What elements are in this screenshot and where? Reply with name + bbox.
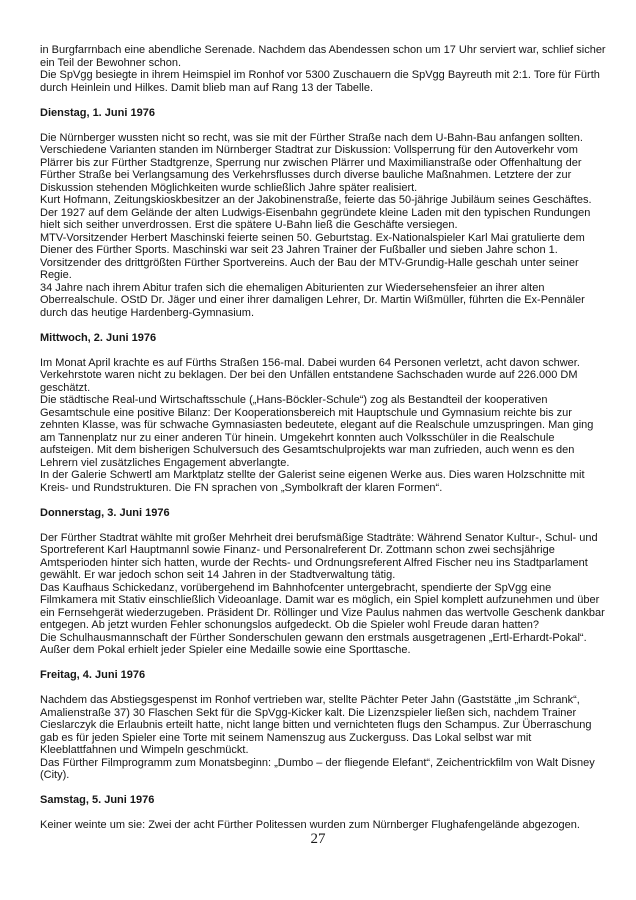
paragraph: Das Fürther Filmprogramm zum Monatsbeginn: „Dumbo – der fliegende Elefant“, Zeichentrickfilm von Walt Disney (City). <box>40 756 595 781</box>
paragraph: MTV-Vorsitzender Herbert Maschinski feierte seinen 50. Geburtstag. Ex-Nationalspieler Karl Mai gratulierte dem Diener des Fürther Sports. Maschinski war seit 23 Jahren Trainer der Fußballer und sieben Jahre schon 1. Vorsitzender des drittgrößten Fürther Sportvereins. Auch der Bau der MTV-Grundig-Halle geschah unter seiner Regie. <box>40 231 585 281</box>
paragraph: Im Monat April krachte es auf Fürths Straßen 156-mal. Dabei wurden 64 Personen verletzt, acht davon schwer. Verkehrstote waren nicht zu beklagen. Der bei den Unfällen entstandene Sachschaden wurde auf 226.000 DM geschätzt. <box>40 356 580 394</box>
page-body-text <box>40 44 606 832</box>
section-heading: Samstag, 5. Juni 1976 <box>40 794 155 806</box>
section-heading: Dienstag, 1. Juni 1976 <box>40 106 155 119</box>
paragraph: Keiner weinte um sie: Zwei der acht Fürther Politessen wurden zum Nürnberger Flughafengelände abgezogen. <box>40 819 580 831</box>
paragraph: Die Nürnberger wussten nicht so recht, was sie mit der Fürther Straße nach dem U-Bahn-Bau anfangen sollten. Verschiedene Varianten standen im Nürnberger Stadtrat zur Diskussion: Vollsperrung für den Autoverkehr vom Plärrer bis zur Fürther Stadtgrenze, Sperrung nur zwischen Plärrer und Maximilianstraße oder Offenhaltung der Fürther Straße bei Verlangsamung des Verkehrsflusses durch diverse bauliche Maßnahmen. Letztere der zur Diskussion stehenden Möglichkeiten wurde schließlich Jahre später realisiert. <box>40 131 583 194</box>
paragraph: Der Fürther Stadtrat wählte mit großer Mehrheit drei berufsmäßige Stadträte: Während Senator Kultur-, Schul- und Sportreferent Karl Hauptmannl sowie Finanz- und Personalreferent Dr. Zottmann schon zwei sechsjährige Amtsperioden hinter sich hatten, wurde der Rechts- und Ordnungsreferent Alfred Fischer neu ins Stadtparlament gewählt. Er war jedoch schon seit 14 Jahren in der Stadtverwaltung tätig. <box>40 531 598 581</box>
section-heading: Freitag, 4. Juni 1976 <box>40 669 146 681</box>
paragraph: Kurt Hofmann, Zeitungskioskbesitzer an der Jakobinenstraße, feierte das 50-jährige Jubiläum seines Geschäftes. Der 1927 auf dem Gelände der alten Ludwigs-Eisenbahn gegründete kleine Laden mit den typischen Rundungen hielt sich seither unverdrossen. Erst die spätere U-Bahn ließ die Geschäfte versiegen. <box>40 194 592 231</box>
paragraph: Die städtische Real-und Wirtschaftsschule („Hans-Böckler-Schule“) zog als Bestandteil der kooperativen Gesamtschule eine positive Bilanz: Der Kooperationsbereich mit Hauptschule und Gymnasium reichte bis zur zehnten Klasse, was für schwache Gymnasiasten bedeutete, elegant auf die Realschule umzuspringen. Man ging am Tannenplatz nur zu einer anderen Tür hinein. Umgekehrt konnten auch Volksschüler in die Realschule aufsteigen. Mit dem bisherigen Schulversuch des Gesamtschulprojekts war man zufrieden, auch wenn es den Lehrern viel zusätzliches Engagement abverlangte. <box>40 394 594 469</box>
paragraph: in Burgfarrnbach eine abendliche Serenade. Nachdem das Abendessen schon um 17 Uhr serviert war, schlief sicher ein Teil der Bewohner schon. <box>40 44 606 69</box>
paragraph: Das Kaufhaus Schickedanz, vorübergehend im Bahnhofcenter untergebracht, spendierte der SpVgg eine Filmkamera mit Stativ einschließlich Videoanlage. Damit war es möglich, ein Spiel komplett aufzunehmen und über ein Fernsehgerät wiederzugeben. Präsident Dr. Röllinger und Vize Paulus nahmen das wertvolle Geschenk dankbar entgegen. Ab jetzt wurden Fehler schonungslos aufgedeckt. Ob die Spieler wohl Freude daran hatten? <box>40 581 605 631</box>
paragraph: Die SpVgg besiegte in ihrem Heimspiel im Ronhof vor 5300 Zuschauern die SpVgg Bayreuth mit 2:1. Tore für Fürth durch Heinlein und Hilkes. Damit blieb man auf Rang 13 der Tabelle. <box>40 69 600 94</box>
paragraph: Die Schulhausmannschaft der Fürther Sonderschulen gewann den erstmals ausgetragenen „Ertl-Erhardt-Pokal“. Außer dem Pokal erhielt jeder Spieler eine Medaille sowie eine Sporttasche. <box>40 631 587 656</box>
page-number: 27 <box>310 831 326 847</box>
paragraph: Nachdem das Abstiegsgespenst im Ronhof vertrieben war, stellte Pächter Peter Jahn (Gaststätte „im Schrank“, Amalienstraße 37) 30 Flaschen Sekt für die SpVgg-Kicker kalt. Die Lizenzspieler ließen sich, nachdem Trainer Cieslarczyk die Erlaubnis erteilt hatte, nicht lange bitten und vernichteten flugs den Schampus. Zur Überraschung gab es für jeden Spieler eine Torte mit seinem Namenszug aus Zuckerguss. Das Lokal selbst war mit Kleeblattfahnen und Wimpeln geschmückt. <box>40 694 592 756</box>
paragraph: In der Galerie Schwertl am Marktplatz stellte der Galerist seine eigenen Werke aus. Dies waren Holzschnitte mit Kreis- und Rundstrukturen. Die FN sprachen von „Symbolkraft der klaren Formen“. <box>40 469 585 494</box>
paragraph: 34 Jahre nach ihrem Abitur trafen sich die ehemaligen Abiturienten zur Wiedersehensfeier an ihrer alten Oberrealschule. OStD Dr. Jäger und einer ihrer damaligen Lehrer, Dr. Martin Wißmüller, führten die Ex-Pennäler durch das heutige Hardenberg-Gymnasium. <box>40 281 585 319</box>
section-heading: Mittwoch, 2. Juni 1976 <box>40 331 157 344</box>
section-heading: Donnerstag, 3. Juni 1976 <box>40 506 170 519</box>
